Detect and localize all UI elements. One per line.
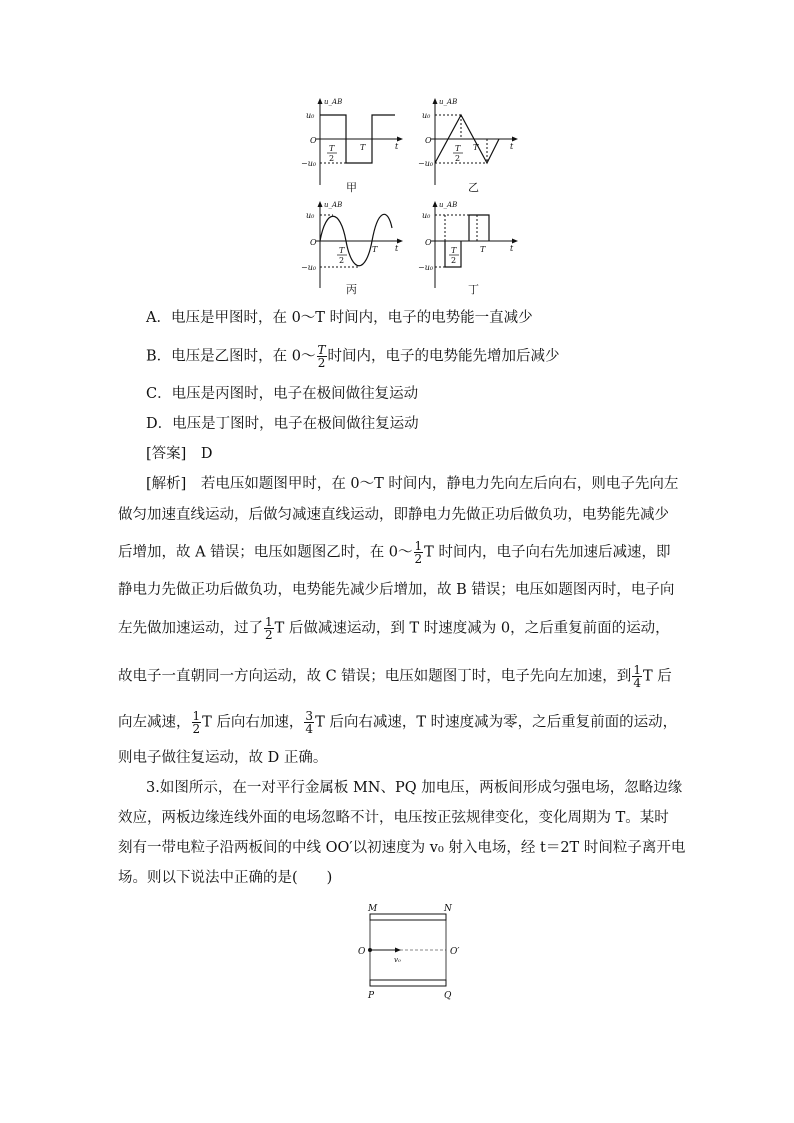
origin-label: O xyxy=(425,136,432,145)
t-label: t xyxy=(395,142,399,151)
t-label: t xyxy=(510,142,514,151)
analysis-line-7: 向左减速， $\frac{1}{2}$ T 后向右加速， $\frac{3}{4}$ T 后向右减速，T 时速度减为零，之后重复前面的运动， xyxy=(118,709,678,736)
label-O: O xyxy=(358,947,366,957)
u0-label: u₀ xyxy=(422,211,431,220)
analysis-line-3: 后增加，故 A 错误；电压如题图乙时，在 0～ $\frac{1}{2}$ T 时间内，电子向右先加速后减速，即 xyxy=(118,539,671,566)
option-b-post: 时间内，电子的电势能先增加后减少 xyxy=(327,348,560,365)
t-label: t xyxy=(395,244,399,253)
ylabel: u_AB xyxy=(324,98,343,106)
caption-yi: 乙 xyxy=(468,181,479,194)
T-label: T xyxy=(480,245,486,254)
origin-label: O xyxy=(310,238,317,247)
q3-line-3: 刻有一带电粒子沿两板间的中线 OO′以初速度为 v₀ 射入电场，经 t＝2T 时间粒子离开电 xyxy=(118,840,686,856)
ylabel: u_AB xyxy=(439,98,458,106)
half-den: 2 xyxy=(339,256,345,265)
analysis-line-4: 静电力先做正功后做负功，电势能先减少后增加，故 B 错误；电压如题图丙时，电子向 xyxy=(118,582,675,598)
option-a: A．电压是甲图时，在 0～T 时间内，电子的电势能一直减少 xyxy=(146,310,533,326)
T-label: T xyxy=(372,245,378,254)
label-v0: v₀ xyxy=(394,956,401,964)
half-num: T xyxy=(329,144,335,153)
plates-diagram xyxy=(352,900,472,1005)
option-b-pre: B．电压是乙图时，在 0～ xyxy=(146,348,316,365)
label-O-prime: O′ xyxy=(450,947,460,957)
fraction: $\frac{T}{2}$ xyxy=(317,343,326,370)
u0-label: u₀ xyxy=(306,111,315,120)
option-d: D．电压是丁图时，电子在极间做往复运动 xyxy=(146,416,419,432)
T-label: T xyxy=(360,143,366,152)
option-c: C．电压是丙图时，电子在极间做往复运动 xyxy=(146,386,419,402)
half-den: 2 xyxy=(451,256,457,265)
q3-line-2: 效应，两板边缘连线外面的电场忽略不计，电压按正弦规律变化，变化周期为 T。某时 xyxy=(118,810,669,826)
neg-u0-label: −u₀ xyxy=(301,159,317,168)
label-Q: Q xyxy=(444,991,452,1001)
label-P: P xyxy=(368,991,375,1001)
origin-label: O xyxy=(310,136,317,145)
label-M: M xyxy=(368,904,378,914)
T-label: T xyxy=(473,143,479,152)
analysis-line-2: 做匀加速直线运动，后做匀减速直线运动，即静电力先做正功后做负功，电势能先减少 xyxy=(118,507,669,523)
t-label: t xyxy=(510,244,514,253)
ylabel: u_AB xyxy=(439,201,458,209)
origin-label: O xyxy=(425,238,432,247)
caption-ding: 丁 xyxy=(468,283,479,296)
ylabel: u_AB xyxy=(324,201,343,209)
analysis-line-8: 则电子做往复运动，故 D 正确。 xyxy=(118,750,328,766)
analysis-line-6: 故电子一直朝同一方向运动，故 C 错误；电压如题图丁时，电子先向左加速，到 $\frac{1}{4}$ T 后 xyxy=(118,663,672,690)
half-num: T xyxy=(451,246,457,255)
q3-line-4: 场。则以下说法中正确的是( ) xyxy=(118,870,333,886)
u0-label: u₀ xyxy=(306,211,315,220)
analysis-line-1: [解析] 若电压如题图甲时，在 0～T 时间内，静电力先向左后向右，则电子先向左 xyxy=(146,476,679,492)
neg-u0-label: −u₀ xyxy=(418,263,434,272)
half-den: 2 xyxy=(455,154,461,163)
half-den: 2 xyxy=(329,154,335,163)
label-N: N xyxy=(444,904,452,914)
u0-label: u₀ xyxy=(422,111,431,120)
q3-line-1: 3.如图所示，在一对平行金属板 MN、PQ 加电压，两板间形成匀强电场，忽略边缘 xyxy=(146,780,683,796)
half-num: T xyxy=(455,144,461,153)
caption-bing: 丙 xyxy=(346,283,357,296)
answer: [答案] D xyxy=(146,446,213,462)
neg-u0-label: −u₀ xyxy=(301,263,317,272)
option-b xyxy=(146,344,560,369)
neg-u0-label: −u₀ xyxy=(418,159,434,168)
caption-jia: 甲 xyxy=(346,181,357,194)
half-num: T xyxy=(339,246,345,255)
analysis-line-5: 左先做加速运动，过了 $\frac{1}{2}$ T 后做减速运动，到 T 时速度减为 0，之后重复前面的运动， xyxy=(118,615,670,642)
